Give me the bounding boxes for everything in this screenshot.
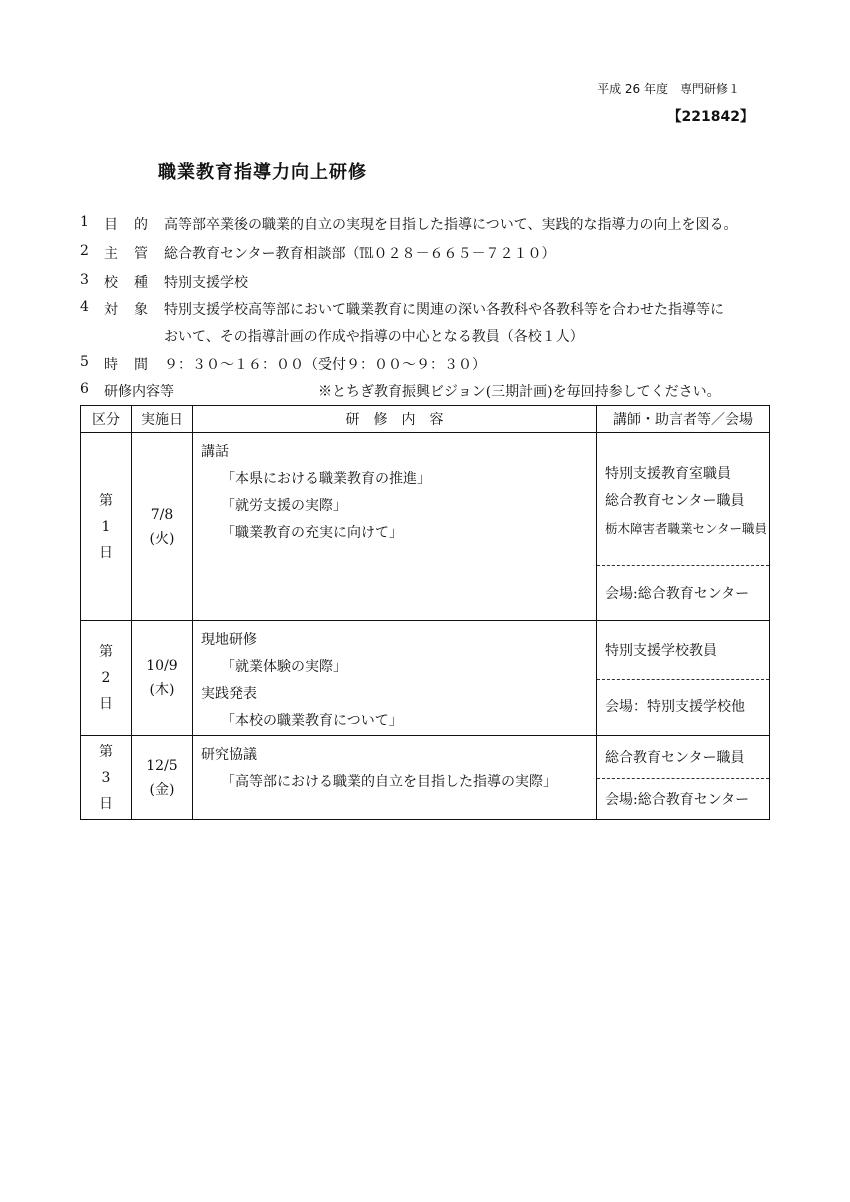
venue bbox=[597, 679, 769, 732]
page-title: 職業教育指導力向上研修 bbox=[158, 162, 367, 183]
item-label: 主 管 bbox=[104, 246, 149, 262]
date-weekday: (木) bbox=[149, 682, 175, 698]
header-date: 実施日 bbox=[132, 406, 193, 433]
venue-label: 会場:総合教育センター bbox=[605, 586, 750, 602]
item-label: 目 的 bbox=[104, 217, 149, 233]
lecturer-name: 特別支援教育室職員 bbox=[605, 466, 731, 482]
content-heading: 研究協議 bbox=[201, 747, 257, 763]
day-number: 2 bbox=[101, 670, 111, 686]
table-row bbox=[81, 736, 770, 820]
content-topic: 「本校の職業教育について」 bbox=[221, 713, 403, 729]
date-cell bbox=[132, 433, 193, 621]
header-kubun: 区分 bbox=[81, 406, 132, 433]
item-number: 2 bbox=[80, 243, 89, 259]
content-topic: 「職業教育の充実に向けて」 bbox=[221, 525, 403, 541]
content-topic: 「高等部における職業的自立を目指した指導の実際」 bbox=[221, 774, 557, 790]
lecturer-name: 栃木障害者職業センター職員 bbox=[605, 521, 768, 536]
date-cell bbox=[132, 736, 193, 820]
item-contents bbox=[0, 381, 850, 401]
item-value: 高等部卒業後の職業的自立の実現を目指した指導について、実践的な指導力の向上を図る。 bbox=[164, 217, 738, 233]
item-value: ９：３０～１６：００（受付９：００～９：３０） bbox=[164, 357, 486, 373]
lecturer-name: 総合教育センター職員 bbox=[605, 493, 745, 509]
item-number: 5 bbox=[80, 354, 89, 370]
content-heading: 実践発表 bbox=[201, 686, 257, 702]
item-time bbox=[0, 354, 850, 374]
day-suffix: 日 bbox=[99, 795, 113, 812]
date-value: 12/5 bbox=[146, 757, 178, 774]
item-number: 1 bbox=[80, 214, 89, 230]
item-label: 校 種 bbox=[104, 275, 149, 291]
lecturer-cell bbox=[597, 621, 770, 736]
date-weekday: (金) bbox=[149, 781, 175, 798]
date-cell bbox=[132, 621, 193, 736]
item-value: 特別支援学校高等部において職業教育に関連の深い各教科や各教科等を合わせた指導等に bbox=[164, 302, 724, 318]
lecturer-list bbox=[597, 433, 769, 565]
day-number: 3 bbox=[101, 769, 111, 786]
item-value: 総合教育センター教育相談部（℡０２８－６６５－７２１０） bbox=[164, 246, 556, 262]
lecturer-list bbox=[597, 621, 769, 679]
content-topic: 「就労支援の実際」 bbox=[221, 498, 347, 514]
day-prefix: 第 bbox=[99, 644, 113, 660]
day-cell bbox=[81, 736, 132, 820]
item-purpose bbox=[0, 214, 850, 234]
content-cell bbox=[193, 433, 597, 621]
item-organizer bbox=[0, 243, 850, 263]
item-label: 対 象 bbox=[104, 302, 149, 318]
header-year-label: 平成 26 年度 専門研修１ bbox=[597, 82, 740, 96]
content-cell bbox=[193, 736, 597, 820]
item-value-continued: おいて、その指導計画の作成や指導の中心となる教員（各校１人） bbox=[164, 329, 584, 345]
day-suffix: 日 bbox=[99, 544, 113, 561]
item-value: 特別支援学校 bbox=[164, 275, 248, 291]
date-weekday: (火) bbox=[149, 530, 175, 547]
venue bbox=[597, 565, 769, 620]
lecturer-cell bbox=[597, 736, 770, 820]
content-heading: 講話 bbox=[201, 444, 229, 460]
table-row bbox=[81, 433, 770, 621]
item-number: 4 bbox=[80, 299, 89, 315]
lecturer-cell bbox=[597, 433, 770, 621]
lecturer-name: 総合教育センター職員 bbox=[605, 750, 745, 766]
item-label: 時 間 bbox=[104, 357, 149, 373]
venue bbox=[597, 778, 769, 819]
day-cell bbox=[81, 621, 132, 736]
venue-label: 会場:総合教育センター bbox=[605, 792, 750, 808]
date-value: 10/9 bbox=[146, 658, 178, 674]
day-prefix: 第 bbox=[99, 743, 113, 760]
lecturer-name: 特別支援学校教員 bbox=[605, 643, 717, 659]
content-topic: 「就業体験の実際」 bbox=[221, 659, 347, 675]
header-lecturers: 講師・助言者等／会場 bbox=[597, 406, 770, 433]
day-number: 1 bbox=[101, 518, 111, 535]
header-content: 研 修 内 容 bbox=[193, 406, 597, 433]
item-note: ※とちぎ教育振興ビジョン(三期計画)を毎回持参してください。 bbox=[318, 384, 721, 400]
item-target bbox=[0, 299, 850, 319]
content-topic: 「本県における職業教育の推進」 bbox=[221, 471, 431, 487]
course-code: 【221842】 bbox=[667, 109, 754, 125]
table-row bbox=[81, 621, 770, 736]
table-header-row bbox=[81, 406, 770, 433]
item-school-type bbox=[0, 272, 850, 292]
day-suffix: 日 bbox=[99, 696, 113, 712]
content-heading: 現地研修 bbox=[201, 632, 257, 648]
day-prefix: 第 bbox=[99, 492, 113, 509]
lecturer-list bbox=[597, 736, 769, 778]
item-number: 6 bbox=[80, 381, 89, 397]
content-cell bbox=[193, 621, 597, 736]
item-label: 研修内容等 bbox=[104, 384, 174, 400]
day-cell bbox=[81, 433, 132, 621]
schedule-table bbox=[80, 405, 770, 820]
date-value: 7/8 bbox=[150, 506, 174, 523]
venue-label: 会場：特別支援学校他 bbox=[605, 699, 745, 715]
item-number: 3 bbox=[80, 272, 89, 288]
